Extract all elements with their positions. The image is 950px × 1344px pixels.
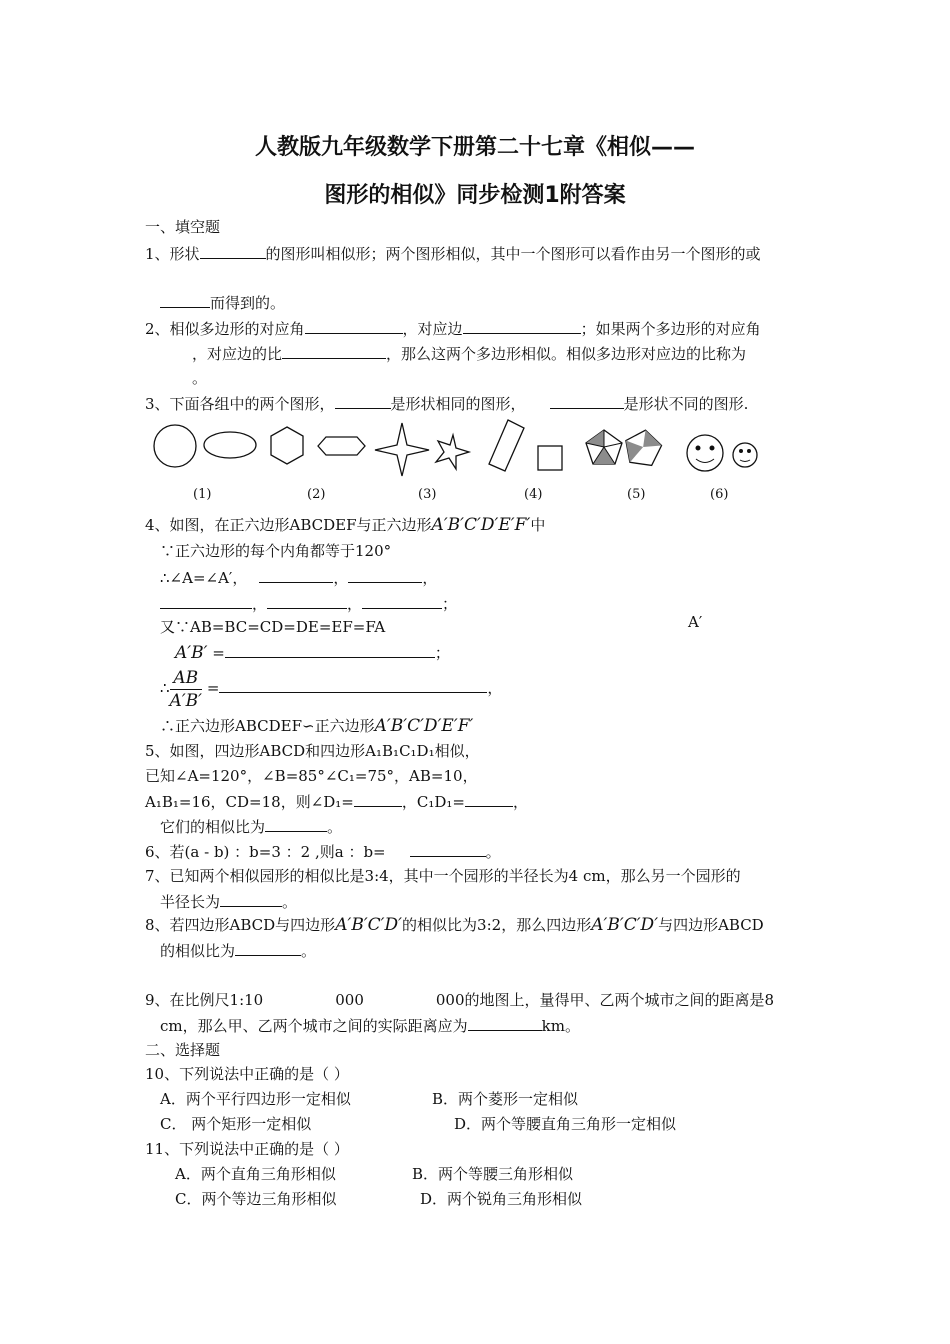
question-2-cont: ，对应边的比 ，那么这两个多边形相似。相似多边形对应边的比称为	[192, 345, 747, 363]
hexagon-shape	[271, 427, 303, 464]
answer-blank[interactable]	[468, 1015, 542, 1031]
question-6: 6、若(a - b) ：b=3 ：2 ,则a ：b= 。	[145, 843, 501, 861]
question-5-ratio: 它们的相似比为 。	[160, 818, 343, 836]
answer-blank[interactable]	[235, 940, 301, 956]
question-8-cont: 的相似比为 。	[160, 942, 317, 960]
question-7-cont: 半径长为 。	[160, 893, 298, 911]
question-4: 4、如图，在正六边形ABCDEF与正六边形A′B′C′D′E′F′中	[145, 515, 546, 535]
choice-11-b[interactable]: B．两个等腰三角形相似	[412, 1165, 574, 1183]
question-5-find: A₁B₁=16，CD=18，则∠D₁= ，C₁D₁= ，	[145, 793, 528, 811]
question-3: 3、下面各组中的两个图形， 是形状相同的图形， 是形状不同的图形.	[145, 395, 749, 413]
square-shape	[538, 446, 562, 470]
answer-blank[interactable]	[259, 567, 333, 583]
question-1: 1、形状 的图形叫相似形；两个图形相似，其中一个图形可以看作由另一个图形的或	[145, 245, 761, 263]
answer-blank[interactable]	[220, 891, 282, 907]
small-star-shape	[436, 435, 469, 469]
figure-label: (5)	[627, 487, 646, 502]
title-line-2: 图形的相似》同步检测1附答案	[324, 183, 626, 208]
smiley-face-small	[733, 443, 757, 467]
answer-blank[interactable]	[354, 791, 402, 807]
answer-blank[interactable]	[265, 816, 327, 832]
section-multiple-choice: 二、选择题	[145, 1041, 221, 1059]
fraction: $\frac{AB}{A'B'}$	[169, 667, 203, 711]
question-4-ratio: A′B′ = ；	[175, 643, 450, 663]
choice-11-a[interactable]: A．两个直角三角形相似	[175, 1165, 336, 1183]
answer-blank[interactable]	[305, 318, 403, 334]
figure-label: (2)	[307, 487, 326, 502]
title-line-1: 人教版九年级数学下册第二十七章《相似——	[254, 135, 695, 160]
question-9: 9、在比例尺1:10 000 000的地图上，量得甲、乙两个城市之间的距离是8	[145, 991, 775, 1009]
question-2-end: 。	[192, 369, 208, 387]
question-4-angles-1: ∴∠A=∠A′， ， ，	[160, 569, 438, 587]
question-2: 2、相似多边形的对应角 ，对应边 ；如果两个多边形的对应角	[145, 320, 761, 338]
answer-blank[interactable]	[267, 593, 347, 609]
circle-shape	[154, 425, 196, 467]
figure-side-label: A′	[688, 613, 703, 631]
question-4-fraction: ∴ $\frac{AB}{A'B'}$ = ，	[160, 667, 503, 711]
smiley-face-large	[687, 435, 723, 471]
question-10: 10、下列说法中正确的是（ ）	[145, 1065, 349, 1083]
four-point-star-shape	[375, 423, 429, 476]
question-4-sides: 又∵AB=BC=CD=DE=EF=FA	[160, 618, 386, 636]
question-4-angles-2: ， ， ；	[160, 593, 457, 614]
question-9-cont: cm，那么甲、乙两个城市之间的实际距离应为 km。	[160, 1017, 580, 1035]
section-fill-in: 一、填空题	[145, 218, 221, 236]
figure-label: (6)	[710, 487, 729, 502]
answer-blank[interactable]	[463, 318, 581, 334]
question-1-cont: 而得到的。	[160, 292, 285, 313]
answer-blank[interactable]	[282, 343, 386, 359]
answer-blank[interactable]	[200, 243, 266, 259]
question-5-given: 已知∠A=120°，∠B=85°∠C₁=75°，AB=10，	[145, 767, 478, 785]
question-8: 8、若四边形ABCD与四边形A′B′C′D′的相似比为3:2，那么四边形A′B′C′D′与四边形ABCD	[145, 915, 764, 935]
answer-blank[interactable]	[410, 841, 486, 857]
choice-10-d[interactable]: D．两个等腰直角三角形一定相似	[454, 1115, 677, 1133]
answer-blank[interactable]	[335, 393, 391, 409]
question-5: 5、如图，四边形ABCD和四边形A₁B₁C₁D₁相似，	[145, 742, 480, 760]
question-4-conclusion: ∴正六边形ABCDEF∽正六边形A′B′C′D′E′F′	[160, 716, 474, 736]
figure-label: (1)	[193, 487, 212, 502]
shape-figures	[140, 418, 780, 488]
answer-blank[interactable]	[348, 567, 422, 583]
question-4-reason: ∵正六边形的每个内角都等于120°	[160, 542, 392, 560]
rectangle-shape	[489, 420, 524, 471]
figure-label: (3)	[418, 487, 437, 502]
choice-10-a[interactable]: A．两个平行四边形一定相似	[160, 1090, 351, 1108]
question-7: 7、已知两个相似园形的相似比是3:4，其中一个园形的半径长为4 cm，那么另一个园形的	[145, 867, 741, 885]
answer-blank[interactable]	[550, 393, 624, 409]
answer-blank[interactable]	[160, 593, 252, 609]
choice-11-d[interactable]: D．两个锐角三角形相似	[420, 1190, 583, 1208]
choice-11-c[interactable]: C．两个等边三角形相似	[175, 1190, 337, 1208]
choice-10-c[interactable]: C． 两个矩形一定相似	[160, 1115, 312, 1133]
choice-10-b[interactable]: B．两个菱形一定相似	[432, 1090, 579, 1108]
answer-blank[interactable]	[219, 677, 487, 693]
ellipse-shape	[204, 432, 256, 458]
answer-blank[interactable]	[465, 791, 513, 807]
answer-blank[interactable]	[362, 593, 442, 609]
flat-hexagon-shape	[318, 437, 365, 455]
answer-blank[interactable]	[225, 642, 435, 658]
answer-blank[interactable]	[160, 292, 210, 308]
figure-label: (4)	[524, 487, 543, 502]
question-11: 11、下列说法中正确的是（ ）	[145, 1140, 349, 1158]
